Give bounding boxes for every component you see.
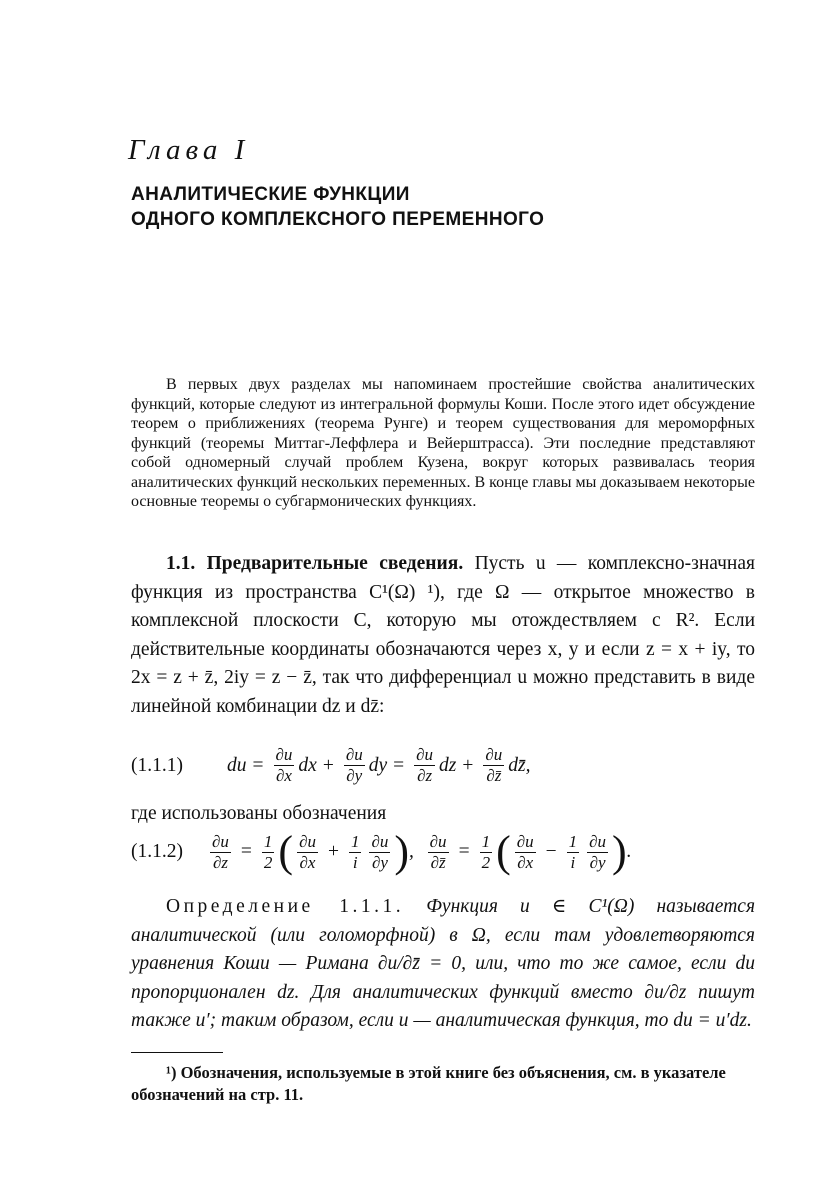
footnote: [131, 1062, 755, 1106]
footnote-marker: ¹): [166, 1063, 177, 1082]
chapter-label: Глава I: [128, 134, 250, 166]
intro-paragraph: [131, 375, 755, 512]
between-text: где использованы обозначения: [131, 803, 387, 824]
intro-text: В первых двух разделах мы напоминаем простейшие свойства аналитических функций, которые следуют из интегральной формулы Коши. После этого идет обсуждение теорем о приближениях (теорема Рунге) и теорем существования для мероморфных функций (теоремы Миттаг-Леффлера и Вейерштрасса). Эти последние представляют собой одномерный случай проблем Кузена, вокруг которых развивалась теория аналитических функций нескольких переменных. В конце главы мы доказываем некоторые основные теоремы о субгармонических функциях.: [131, 376, 755, 510]
chapter-title-line-1: АНАЛИТИЧЕСКИЕ ФУНКЦИИ: [131, 184, 410, 205]
chapter-title-line-2: ОДНОГО КОМПЛЕКСНОГО ПЕРЕМЕННОГО: [131, 209, 545, 230]
footnote-rule: [131, 1052, 223, 1053]
equation-1-1-1: [131, 745, 755, 786]
footnote-text: Обозначения, используемые в этой книге без объяснения, см. в указателе обозначений на стр. 11.: [131, 1063, 726, 1104]
section-text: Пусть u — комплексно-значная функция из пространства C¹(Ω) ¹), где Ω — открытое множество в комплексной плоскости C, которую мы отождествляем с R². Если действительные координаты обозначаются через x, y и если z = x + iy, то 2x = z + z̄, 2iy = z − z̄, так что дифференциал u можно представить в виде линейной комбинации dz и dz̄:: [131, 553, 755, 717]
definition-paragraph: [131, 893, 755, 1036]
chapter-title: [131, 182, 544, 232]
definition-label: Определение 1.1.1.: [166, 896, 405, 917]
section-heading: 1.1. Предварительные сведения.: [166, 553, 464, 574]
definition-text: Функция u ∈ C¹(Ω) называется аналитической (или голоморфной) в Ω, если там удовлетворяются уравнения Коши — Римана ∂u/∂z̄ = 0, или, что то же самое, если du пропорционален dz. Для аналитических функций вместо ∂u/∂z пишут также u′; таким образом, если u — аналитическая функция, то du = u′dz.: [131, 896, 756, 1031]
equation-number: (1.1.1): [131, 754, 183, 776]
equation-number: (1.1.2): [131, 841, 183, 862]
equation-1-1-2: [131, 827, 755, 876]
equation-body: $\frac{\partial u}{\partial z}$ = $\frac{1}{2}$ ( $\frac{\partial u}{\partial x}$ + $\frac{1}{i}$ $\frac{\partial u}{\partial y}$ ) , $\frac{\partial u}{\partial z̄}$ = $\frac{1}{2}$ ( $\frac{\partial u}{\partial x}$ − $\frac{1}{i}$ $\frac{\partial u}{\partial y}$ ) .: [212, 827, 632, 876]
equation-body: du = $\frac{\partial u}{\partial x}$ dx + $\frac{\partial u}{\partial y}$ dy = $\frac{\partial u}{\partial z}$ dz + $\frac{\partial u}{\partial z̄}$ dz̄,: [227, 745, 531, 785]
section-paragraph: [131, 550, 755, 721]
